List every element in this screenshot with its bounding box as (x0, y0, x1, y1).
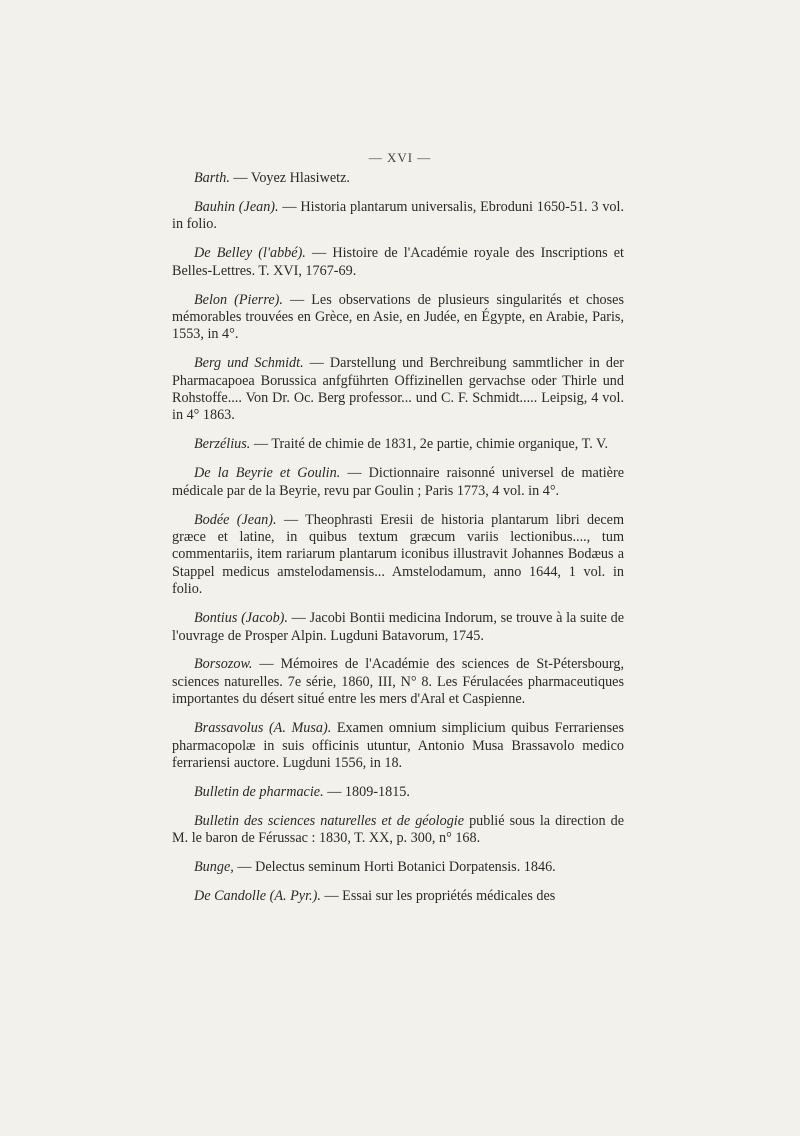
entry-text: — Historia plantarum universalis, Ebroduni 1650-51. 3 vol. in folio. (172, 198, 624, 233)
entry-author: Borsozow. (194, 656, 253, 673)
entry-author: De Candolle (A. Pyr.). (194, 888, 321, 904)
bibliography-entry (172, 436, 624, 453)
entry-text: — Traité de chimie de 1831, 2e partie, chimie organique, T. V. (250, 436, 609, 453)
bibliography-entry (172, 355, 624, 425)
entry-text: — Dictionnaire raisonné universel de matière médicale par de la Beyrie, revu par Goulin ; Paris 1773, 4 vol. in 4°. (172, 465, 625, 499)
bibliography-entry (172, 512, 624, 599)
bibliography-list (172, 170, 624, 917)
entry-author: De Belley (l'abbé). (194, 245, 306, 262)
entry-text: — Darstellung und Berchreibung sammtlicher in der Pharmacapoea Borussica anfgführten Offizinellen gervachse oder Thirle und Rohstoffe.... Von Dr. Oc. Berg professor... und C. F. Schmidt..... Leipsig, 4 vol. in 4° 1863. (172, 355, 625, 424)
entry-author: Berg und Schmidt. (194, 355, 304, 372)
entry-text: — Histoire de l'Académie royale des Inscriptions et Belles-Lettres. T. XVI, 1767-69. (172, 245, 624, 279)
entry-text: Examen omnium simplicium quibus Ferrarienses pharmacopolæ in suis officinis utuntur, Antonio Musa Brassavolo medico ferrariensi auctore. Lugduni 1556, in 18. (172, 720, 624, 771)
entry-text: — Jacobi Bontii medicina Indorum, se trouve à la suite de l'ouvrage de Prosper Alpin. Lugduni Batavorum, 1745. (172, 610, 624, 644)
bibliography-entry (172, 784, 624, 801)
entry-text: — Voyez Hlasiwetz. (229, 170, 350, 186)
entry-text: publié sous la direction de M. le baron de Férussac : 1830, T. XX, p. 300, n° 168. (172, 812, 624, 847)
entry-author: Bauhin (Jean). (194, 198, 279, 215)
entry-author: Berzélius. (194, 436, 251, 453)
bibliography-entry (172, 199, 624, 234)
bibliography-entry (172, 245, 624, 280)
entry-text: — 1809-1815. (323, 783, 410, 800)
entry-author: Belon (Pierre). (194, 291, 283, 308)
entry-author: Barth. (194, 170, 230, 186)
entry-author: De la Beyrie et Goulin. (194, 465, 341, 482)
entry-author: Bulletin de pharmacie. (194, 783, 324, 800)
bibliography-entry (172, 170, 624, 187)
entry-author: Bodée (Jean). (194, 511, 277, 528)
entry-text: — Theophrasti Eresii de historia plantarum libri decem græce et latine, in quibus textum græcum variis lectionibus...., tum commentariis, item rariarum plantarum iconibus illustravit Johannes Bodæus a Stappel medicus amstelodamensis... Amstelodamum, anno 1644, 1 vol. in folio. (172, 511, 624, 598)
entry-author: Bunge, (194, 859, 234, 876)
entry-text: — Essai sur les propriétés médicales des (320, 888, 556, 904)
bibliography-entry (172, 465, 624, 500)
bibliography-entry (172, 656, 624, 708)
entry-author: Bontius (Jacob). (194, 610, 288, 627)
entry-text: — Mémoires de l'Académie des sciences de St-Pétersbourg, sciences naturelles. 7e série, 1860, III, N° 8. Les Férulacées pharmaceutiques importantes du désert situé entre les mers d'Aral et Caspienne. (172, 656, 624, 708)
entry-text: — Delectus seminum Horti Botanici Dorpatensis. 1846. (233, 859, 556, 876)
bibliography-entry (172, 610, 624, 645)
entry-text: — Les observations de plusieurs singularités et choses mémorables trouvées en Grèce, en Asie, en Judée, en Égypte, en Arabie, Paris, 1553, in 4°. (172, 291, 624, 343)
bibliography-entry (172, 720, 624, 772)
entry-author: Bulletin des sciences naturelles et de géologie (194, 812, 465, 829)
entry-author: Brassavolus (A. Musa). (194, 720, 332, 737)
bibliography-entry (172, 859, 624, 876)
page-folio: — XVI — (368, 150, 432, 165)
bibliography-entry (172, 888, 624, 905)
bibliography-entry (172, 813, 624, 848)
bibliography-entry (172, 292, 624, 344)
